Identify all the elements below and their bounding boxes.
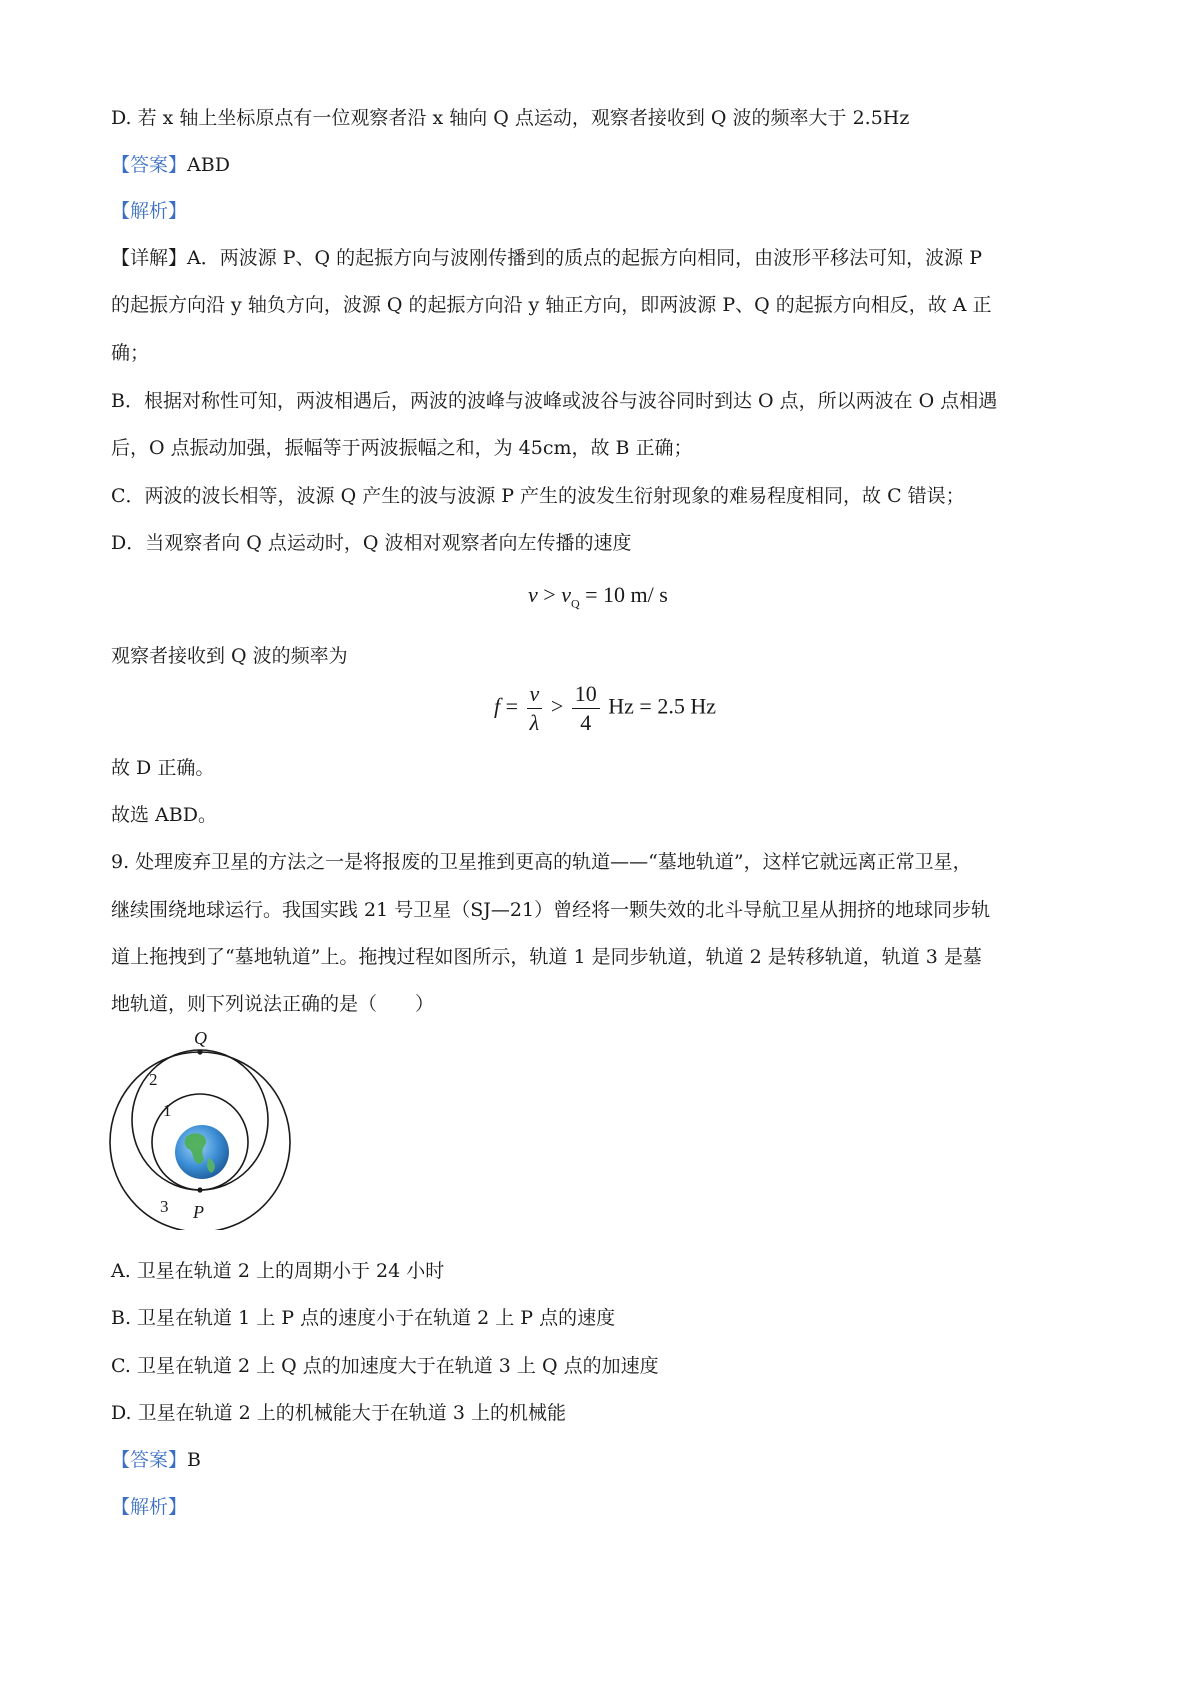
q9-option-c: C. 卫星在轨道 2 上 Q 点的加速度大于在轨道 3 上 Q 点的加速度 (111, 1355, 659, 1377)
q9-answer-label: 【答案】 (111, 1449, 188, 1471)
q9-stem-line4: 地轨道，则下列说法正确的是（ ） (111, 993, 435, 1015)
label-orbit-1: 1 (163, 1101, 172, 1120)
formula1-lhs: v (528, 582, 538, 607)
formula1-mid: v (561, 582, 571, 607)
q8-detail-a-line1 (111, 245, 982, 271)
q8-option-d: D. 若 x 轴上坐标原点有一位观察者沿 x 轴向 Q 点运动，观察者接收到 Q 波的频率大于 2.5Hz (111, 107, 910, 129)
detail-label: 【详解】 (111, 247, 188, 269)
q9-option-b: B. 卫星在轨道 1 上 P 点的速度小于在轨道 2 上 P 点的速度 (111, 1307, 616, 1329)
formula2-eq: = (505, 693, 519, 719)
label-p: P (193, 1202, 204, 1222)
formula2-unit: Hz (608, 693, 634, 719)
q8-analysis-label: 【解析】 (111, 200, 188, 222)
q8-answer (111, 152, 230, 178)
q9-stem-line3: 道上拖拽到了“墓地轨道”上。拖拽过程如图所示，轨道 1 是同步轨道，轨道 2 是转移轨道，轨道 3 是墓 (111, 946, 982, 968)
formula2-f: f (494, 693, 501, 719)
q9-stem-line1: 9. 处理废弃卫星的方法之一是将报废的卫星推到更高的轨道——“墓地轨道”，这样它就远离正常卫星， (111, 851, 972, 873)
q9-answer (111, 1447, 201, 1473)
answer-label: 【答案】 (111, 154, 188, 176)
fraction1-numerator: v (527, 680, 543, 709)
formula1-op1: > (543, 582, 556, 607)
q9-stem-line2: 继续围绕地球运行。我国实践 21 号卫星（SJ—21）曾经将一颗失效的北斗导航卫星从拥挤的地球同步轨 (111, 899, 991, 921)
point-q (197, 1049, 202, 1054)
formula2-gt: > (550, 693, 564, 719)
q8-detail-c-line: C．两波的波长相等，波源 Q 产生的波与波源 P 产生的波发生衍射现象的难易程度相同，故 C 错误； (111, 485, 965, 507)
fraction2-numerator: 10 (572, 680, 600, 709)
formula-frequency (494, 680, 716, 737)
label-orbit-2: 2 (149, 1070, 158, 1089)
q9-analysis-label: 【解析】 (111, 1496, 188, 1518)
q8-freq-intro: 观察者接收到 Q 波的频率为 (111, 645, 348, 667)
q8-detail-a-line2: 的起振方向沿 y 轴负方向，波源 Q 的起振方向沿 y 轴正方向，即两波源 P、Q 的起振方向相反，故 A 正 (111, 294, 992, 316)
earth-icon (175, 1125, 229, 1179)
q8-detail-b-line2: 后，O 点振动加强，振幅等于两波振幅之和，为 45cm，故 B 正确； (111, 437, 693, 459)
fraction-10-over-4 (572, 680, 600, 737)
q8-d-conclusion: 故 D 正确。 (111, 757, 215, 779)
fraction2-denominator: 4 (580, 710, 592, 735)
detail-a-text1: A．两波源 P、Q 的起振方向与波刚传播到的质点的起振方向相同，由波形平移法可知，波源 P (187, 247, 983, 269)
point-p (197, 1187, 202, 1192)
q8-final-answer: 故选 ABD。 (111, 804, 217, 826)
q8-detail-d-line: D．当观察者向 Q 点运动时，Q 波相对观察者向左传播的速度 (111, 532, 632, 554)
orbit-diagram (100, 1030, 300, 1230)
label-q: Q (194, 1030, 207, 1048)
q8-detail-b-line1: B．根据对称性可知，两波相遇后，两波的波峰与波峰或波谷与波谷同时到达 O 点，所以两波在 O 点相遇 (111, 390, 998, 412)
formula2-eq2: = (639, 693, 652, 719)
formula1-rhs: 10 m/ s (603, 582, 668, 607)
formula2-result: 2.5 Hz (657, 693, 716, 719)
formula1-mid-sub: Q (570, 596, 580, 611)
q9-answer-value: B (187, 1449, 201, 1471)
formula1-op2: = (585, 582, 598, 607)
q9-option-a: A. 卫星在轨道 2 上的周期小于 24 小时 (111, 1260, 445, 1282)
label-orbit-3: 3 (160, 1197, 169, 1216)
answer-value: ABD (187, 154, 230, 176)
fraction1-denominator: λ (529, 710, 540, 735)
q9-option-d: D. 卫星在轨道 2 上的机械能大于在轨道 3 上的机械能 (111, 1402, 566, 1424)
formula-velocity (528, 582, 668, 611)
q8-detail-a-line3: 确； (111, 342, 150, 364)
fraction-v-over-lambda (527, 680, 543, 737)
